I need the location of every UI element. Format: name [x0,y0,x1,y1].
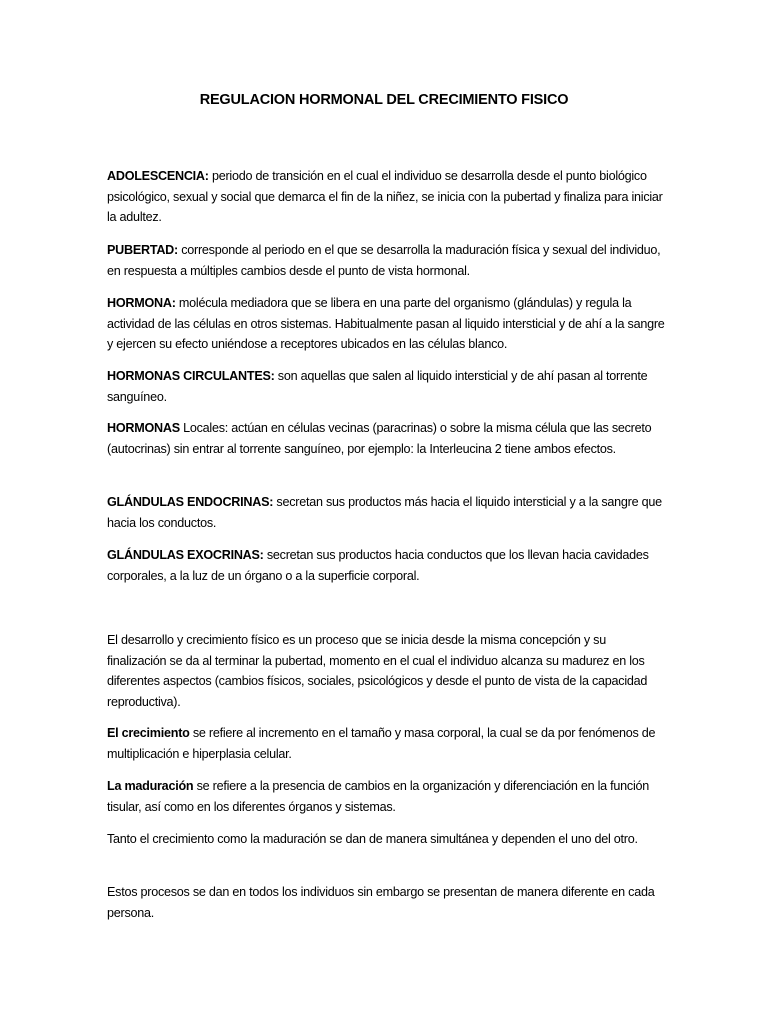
definition-text: molécula mediadora que se libera en una parte del organismo (glándulas) y regula la actividad de las células en otros sistemas. Habitualmente pasan al liquido intersticial y de ahí a la sangre y ejercen su efecto uniéndose a receptores ubicados en las células blanco. [107,296,665,351]
definition-hormonas-circulantes [107,366,667,407]
body-paragraph [107,882,667,923]
definition-term: HORMONAS [107,421,180,435]
definition-text: periodo de transición en el cual el individuo se desarrolla desde el punto biológico psicológico, sexual y social que demarca el fin de la niñez, se inicia con la pubertad y finaliza para iniciar la adultez. [107,169,663,224]
paragraph-text: Estos procesos se dan en todos los individuos sin embargo se presentan de manera diferente en cada persona. [107,885,655,920]
paragraph-text: El desarrollo y crecimiento físico es un proceso que se inicia desde la misma concepción y su finalización se da al terminar la pubertad, momento en el cual el individuo alcanza su madurez en los diferentes aspectos (cambios físicos, sociales, psicológicos y desde el punto de vista de la capacidad reproductiva). [107,633,648,709]
definition-term: ADOLESCENCIA: [107,169,209,183]
definition-text: Locales: actúan en células vecinas (paracrinas) o sobre la misma célula que las secreto (autocrinas) sin entrar al torrente sanguíneo, por ejemplo: la Interleucina 2 tiene ambos efectos. [107,421,652,456]
definition-term: PUBERTAD: [107,243,178,257]
definition-term: GLÁNDULAS ENDOCRINAS: [107,495,274,509]
definition-glandulas-exocrinas [107,545,667,586]
definition-pubertad [107,240,667,281]
definition-adolescencia [107,166,667,228]
definition-glandulas-endocrinas [107,492,667,533]
body-paragraph [107,776,667,817]
paragraph-text: Tanto el crecimiento como la maduración se dan de manera simultánea y dependen el uno del otro. [107,832,638,846]
definition-text: son aquellas que salen al liquido intersticial y de ahí pasan al torrente sanguíneo. [107,369,648,404]
document-title: REGULACION HORMONAL DEL CRECIMIENTO FISICO [199,92,569,108]
paragraph-lead: El crecimiento [107,726,190,740]
definition-text: secretan sus productos hacia conductos que los llevan hacia cavidades corporales, a la luz de un órgano o a la superficie corporal. [107,548,649,583]
definition-text: secretan sus productos más hacia el liquido intersticial y a la sangre que hacia los conductos. [107,495,662,530]
paragraph-text: se refiere a la presencia de cambios en la organización y diferenciación en la función tisular, así como en los diferentes órganos y sistemas. [107,779,650,814]
definition-text: corresponde al periodo en el que se desarrolla la maduración física y sexual del individuo, en respuesta a múltiples cambios desde el punto de vista hormonal. [107,243,661,278]
body-paragraph [107,630,667,712]
definition-term: HORMONA: [107,296,176,310]
body-paragraph [107,723,667,764]
body-paragraph [107,829,667,850]
definition-hormona [107,293,667,355]
definition-term: GLÁNDULAS EXOCRINAS: [107,548,264,562]
definition-term: HORMONAS CIRCULANTES: [107,369,275,383]
definition-hormonas-locales [107,418,667,459]
paragraph-text: se refiere al incremento en el tamaño y masa corporal, la cual se da por fenómenos de multiplicación e hiperplasia celular. [107,726,656,761]
paragraph-lead: La maduración [107,779,194,793]
